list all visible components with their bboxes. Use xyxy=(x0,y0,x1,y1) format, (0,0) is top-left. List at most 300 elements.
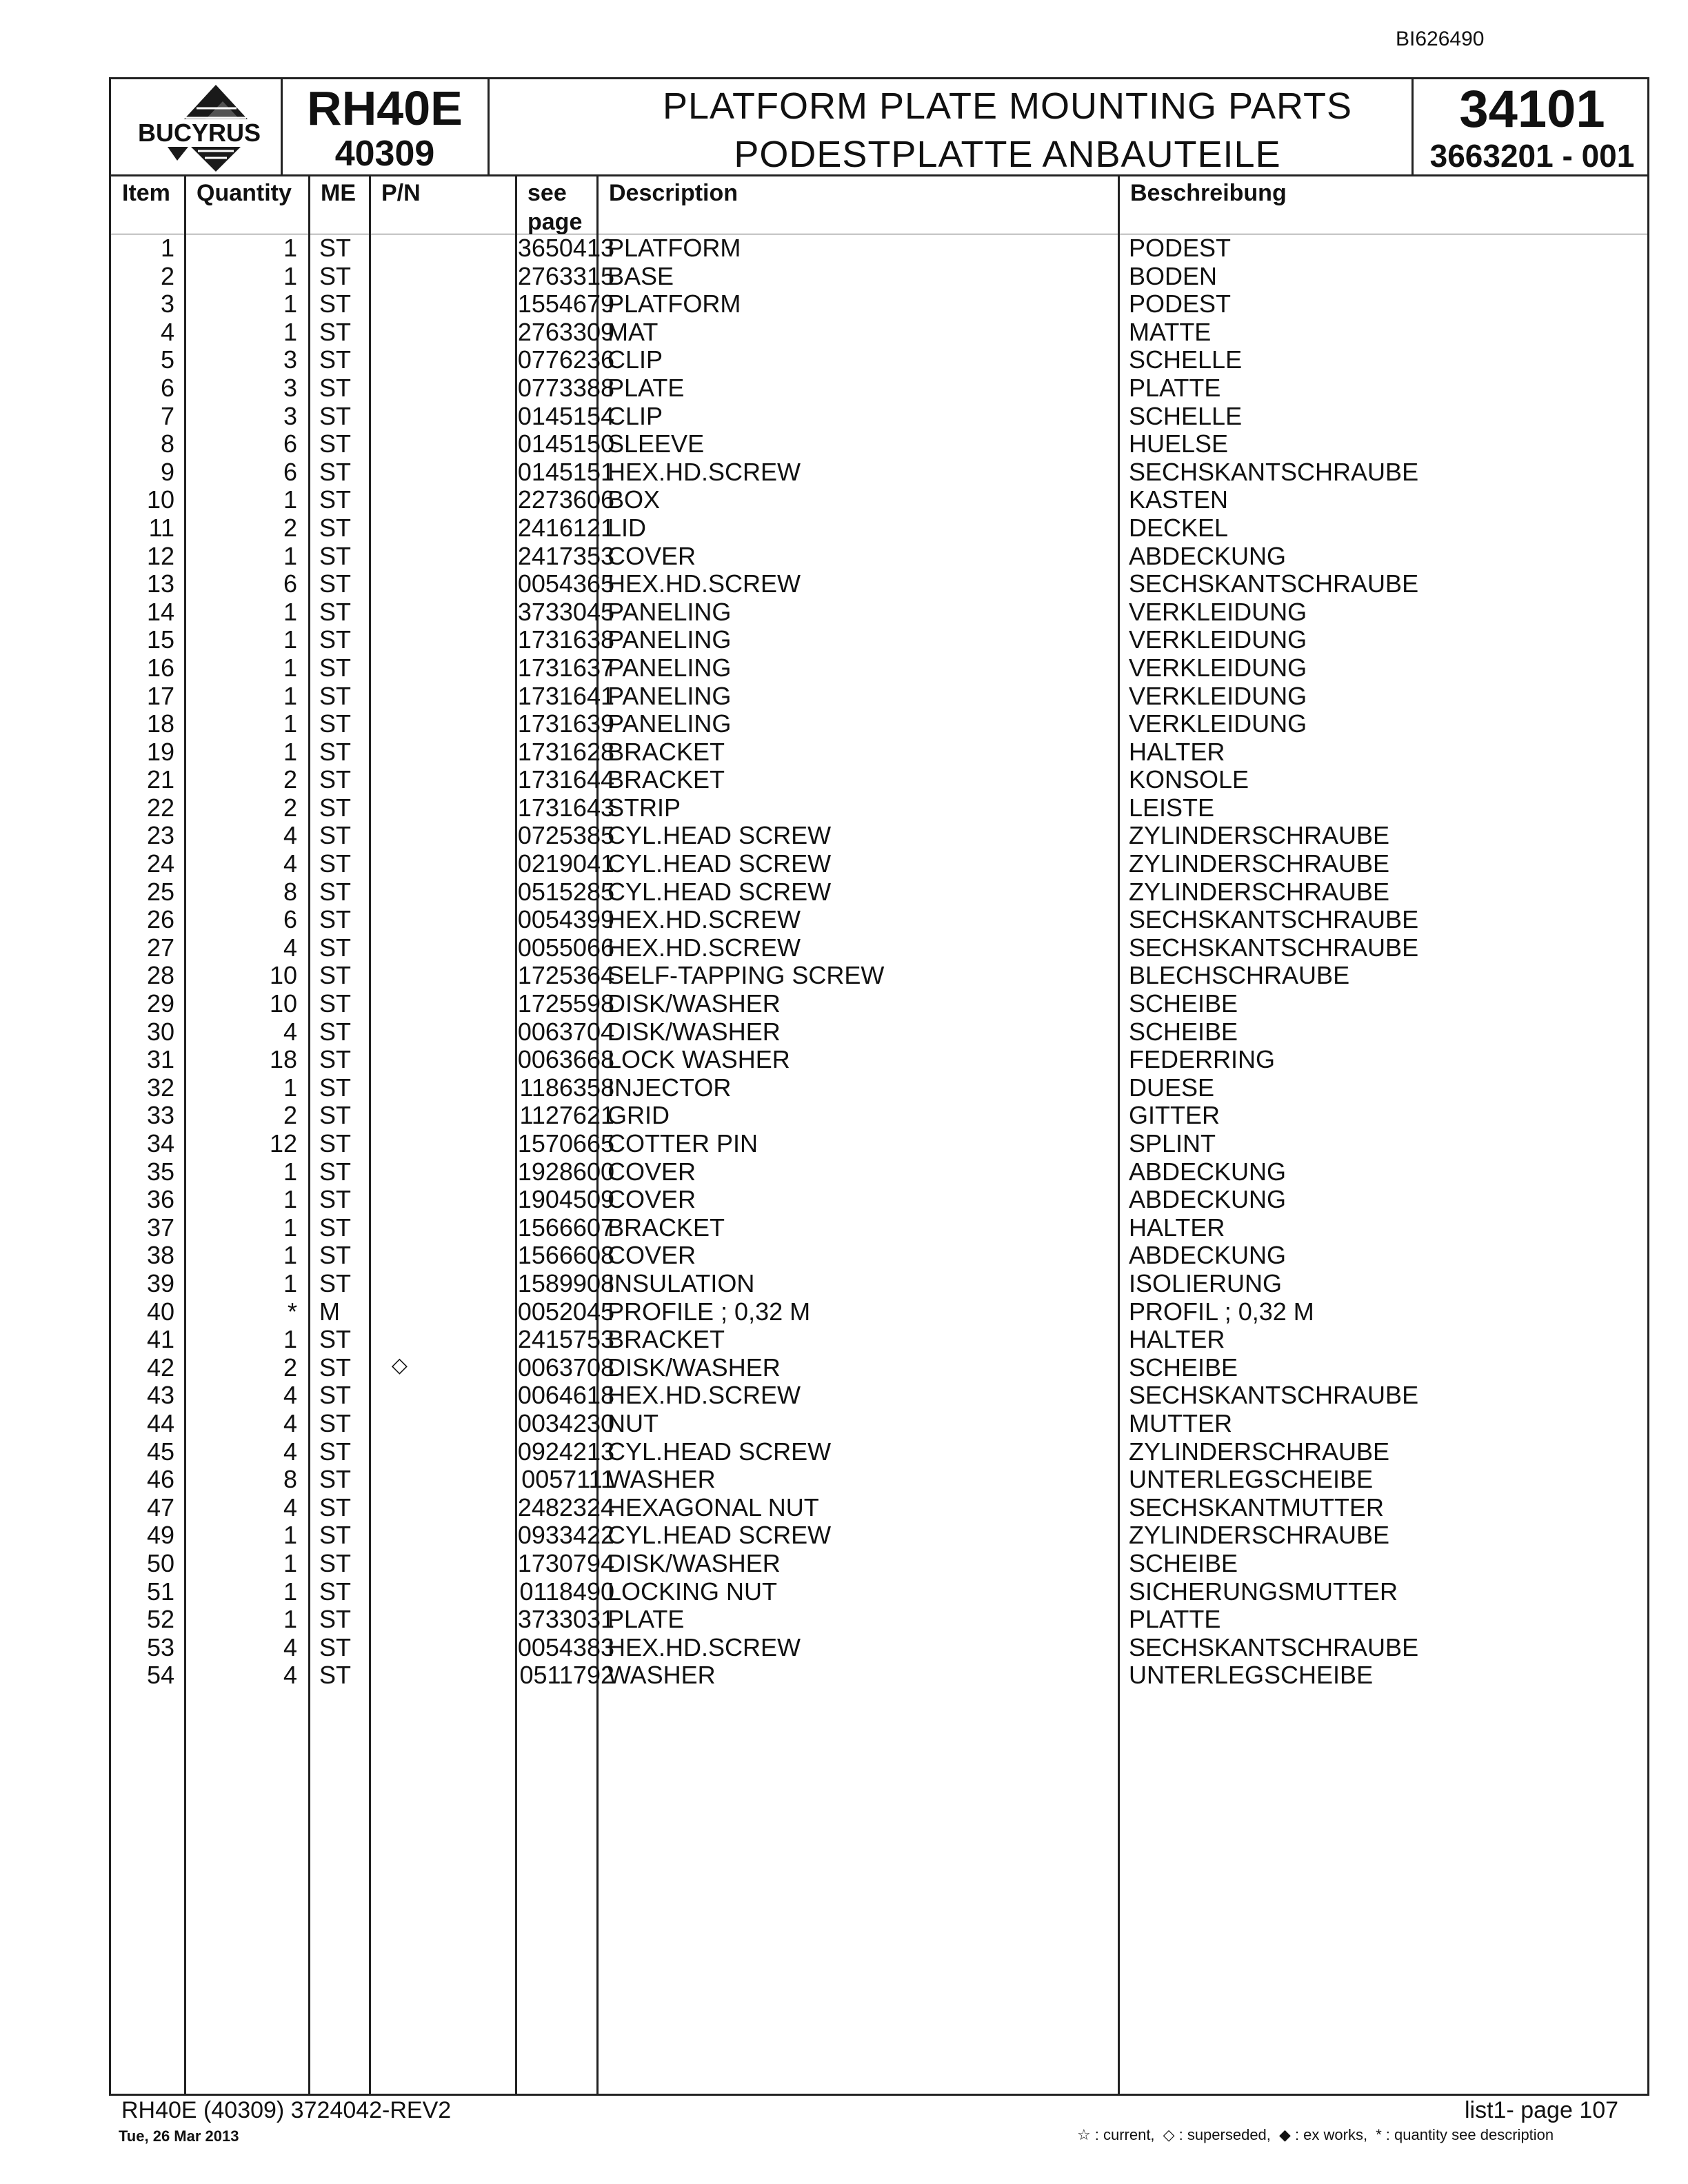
part-number: 2417353 xyxy=(517,541,614,570)
column-header-item: Item xyxy=(122,180,170,206)
quantity-value: 10 xyxy=(269,961,297,990)
item-number: 16 xyxy=(146,653,174,682)
part-number: 0776236 xyxy=(517,345,614,374)
symbol-legend xyxy=(1077,2126,1558,2144)
unit-value: ST xyxy=(319,290,352,318)
part-number: 0063668 xyxy=(517,1045,614,1074)
part-number: 1730794 xyxy=(517,1548,614,1577)
beschreibung-text: LEISTE xyxy=(1129,793,1215,822)
beschreibung-text: PODEST xyxy=(1129,290,1232,318)
beschreibung-text: SICHERUNGSMUTTER xyxy=(1129,1577,1398,1606)
item-number: 32 xyxy=(146,1073,174,1102)
description-text: WASHER xyxy=(607,1465,716,1494)
legend-superseded: : superseded, xyxy=(1178,2126,1271,2143)
beschreibung-text: SECHSKANTSCHRAUBE xyxy=(1129,457,1419,486)
unit-value: ST xyxy=(319,905,352,934)
description-text: BASE xyxy=(607,261,674,290)
quantity-value: 1 xyxy=(283,541,297,570)
part-number: 0118490 xyxy=(519,1577,614,1606)
unit-value: ST xyxy=(319,737,352,766)
beschreibung-text: SECHSKANTSCHRAUBE xyxy=(1129,1632,1419,1661)
unit-value: ST xyxy=(319,1185,352,1214)
part-number: 0773388 xyxy=(517,373,614,402)
beschreibung-text: HUELSE xyxy=(1129,429,1229,458)
item-number: 42 xyxy=(146,1353,174,1382)
table-row xyxy=(111,1379,1651,1408)
table-row xyxy=(111,1100,1651,1128)
quantity-value: 2 xyxy=(283,1101,297,1130)
unit-value: ST xyxy=(319,234,352,262)
quantity-value: 1 xyxy=(283,1157,297,1186)
part-number: 2273606 xyxy=(517,485,614,514)
diamond-outline-icon: ◇ xyxy=(1163,2126,1175,2143)
part-number: 1566608 xyxy=(517,1241,614,1270)
beschreibung-text: BLECHSCHRAUBE xyxy=(1129,961,1350,990)
unit-value: ST xyxy=(319,681,352,710)
description-text: BRACKET xyxy=(607,765,725,794)
model-number: 40309 xyxy=(334,134,435,174)
unit-value: ST xyxy=(319,849,352,878)
item-number: 24 xyxy=(146,849,174,878)
part-number: 2763315 xyxy=(517,261,614,290)
part-number: 0054365 xyxy=(517,569,614,598)
part-number: 1127621 xyxy=(519,1101,614,1130)
item-number: 38 xyxy=(146,1241,174,1270)
part-number: 1731628 xyxy=(517,737,614,766)
beschreibung-text: SECHSKANTSCHRAUBE xyxy=(1129,933,1419,962)
unit-value: ST xyxy=(319,1213,352,1242)
item-number: 36 xyxy=(146,1185,174,1214)
table-row xyxy=(111,764,1651,792)
description-text: PANELING xyxy=(607,709,732,738)
drawing-number: 3663201 - 001 xyxy=(1429,138,1635,174)
item-number: 35 xyxy=(146,1157,174,1186)
unit-value: ST xyxy=(319,1241,352,1270)
description-text: DISK/WASHER xyxy=(607,1548,781,1577)
description-text: STRIP xyxy=(607,793,681,822)
unit-value: ST xyxy=(319,1381,352,1410)
quantity-value: 4 xyxy=(283,1017,297,1046)
table-row xyxy=(111,232,1651,261)
description-text: LOCKING NUT xyxy=(607,1577,778,1606)
table-row xyxy=(111,1156,1651,1184)
part-number: 3650413 xyxy=(517,234,614,262)
beschreibung-text: ABDECKUNG xyxy=(1129,541,1287,570)
quantity-value: 1 xyxy=(283,1521,297,1550)
table-row xyxy=(111,1632,1651,1660)
item-number: 30 xyxy=(146,1017,174,1046)
description-text: CYL.HEAD SCREW xyxy=(607,821,832,850)
item-number: 14 xyxy=(146,597,174,626)
beschreibung-text: ABDECKUNG xyxy=(1129,1185,1287,1214)
quantity-value: 3 xyxy=(283,345,297,374)
table-row xyxy=(111,1519,1651,1548)
item-number: 2 xyxy=(160,261,174,290)
item-number: 19 xyxy=(146,737,174,766)
item-number: 44 xyxy=(146,1408,174,1437)
table-row xyxy=(111,344,1651,372)
table-row xyxy=(111,596,1651,625)
part-number: 2482324 xyxy=(517,1493,614,1521)
unit-value: ST xyxy=(319,569,352,598)
item-number: 4 xyxy=(160,317,174,346)
beschreibung-text: ZYLINDERSCHRAUBE xyxy=(1129,849,1390,878)
quantity-value: 1 xyxy=(283,709,297,738)
description-text: PLATE xyxy=(607,373,685,402)
beschreibung-text: GITTER xyxy=(1129,1101,1220,1130)
table-row xyxy=(111,1352,1651,1380)
beschreibung-text: SCHEIBE xyxy=(1129,1548,1238,1577)
part-number: 2763309 xyxy=(517,317,614,346)
quantity-value: 1 xyxy=(283,1605,297,1634)
description-text: MAT xyxy=(607,317,659,346)
unit-value: ST xyxy=(319,485,352,514)
item-number: 9 xyxy=(160,457,174,486)
description-text: HEX.HD.SCREW xyxy=(607,1632,801,1661)
column-header-me: ME xyxy=(321,180,356,206)
item-number: 1 xyxy=(160,234,174,262)
quantity-value: 6 xyxy=(283,457,297,486)
quantity-value: 1 xyxy=(283,234,297,262)
table-row xyxy=(111,1492,1651,1520)
table-row xyxy=(111,1408,1651,1436)
item-number: 25 xyxy=(146,877,174,906)
quantity-value: 2 xyxy=(283,1353,297,1382)
unit-value: ST xyxy=(319,1577,352,1606)
part-number: 2416121 xyxy=(517,513,614,542)
unit-value: M xyxy=(319,1297,340,1326)
quantity-value: 18 xyxy=(269,1045,297,1074)
unit-value: ST xyxy=(319,625,352,654)
part-number: 1725598 xyxy=(517,989,614,1018)
description-text: COVER xyxy=(607,541,696,570)
unit-value: ST xyxy=(319,653,352,682)
unit-value: ST xyxy=(319,793,352,822)
part-number: 0054383 xyxy=(517,1632,614,1661)
part-number: 2415753 xyxy=(517,1325,614,1354)
quantity-value: 1 xyxy=(283,1548,297,1577)
table-row xyxy=(111,568,1651,596)
beschreibung-text: VERKLEIDUNG xyxy=(1129,681,1307,710)
table-row xyxy=(111,401,1651,429)
item-number: 10 xyxy=(146,485,174,514)
item-number: 54 xyxy=(146,1661,174,1690)
item-number: 8 xyxy=(160,429,174,458)
description-text: PANELING xyxy=(607,597,732,626)
item-number: 46 xyxy=(146,1465,174,1494)
beschreibung-text: DUESE xyxy=(1129,1073,1215,1102)
unit-value: ST xyxy=(319,1157,352,1186)
quantity-value: 4 xyxy=(283,1632,297,1661)
quantity-value: 1 xyxy=(283,625,297,654)
column-header-beschreibung: Beschreibung xyxy=(1130,180,1287,206)
part-number: 1589908 xyxy=(517,1268,614,1297)
footer-date: Tue, 26 Mar 2013 xyxy=(119,2127,239,2145)
beschreibung-text: SECHSKANTMUTTER xyxy=(1129,1493,1385,1521)
beschreibung-text: PLATTE xyxy=(1129,373,1221,402)
table-row xyxy=(111,624,1651,652)
table-row xyxy=(111,1436,1651,1464)
footer-reference: RH40E (40309) 3724042-REV2 xyxy=(121,2097,452,2123)
description-text: DISK/WASHER xyxy=(607,1353,781,1382)
part-number: 1570665 xyxy=(517,1129,614,1157)
beschreibung-text: UNTERLEGSCHEIBE xyxy=(1129,1661,1374,1690)
beschreibung-text: SECHSKANTSCHRAUBE xyxy=(1129,569,1419,598)
beschreibung-text: DECKEL xyxy=(1129,513,1229,542)
item-number: 11 xyxy=(148,513,174,542)
table-row xyxy=(111,1548,1651,1576)
beschreibung-text: SCHEIBE xyxy=(1129,1353,1238,1382)
item-number: 47 xyxy=(146,1493,174,1521)
table-row xyxy=(111,736,1651,765)
beschreibung-text: VERKLEIDUNG xyxy=(1129,597,1307,626)
quantity-value: 1 xyxy=(283,1185,297,1214)
quantity-value: 1 xyxy=(283,261,297,290)
item-number: 50 xyxy=(146,1548,174,1577)
table-row xyxy=(111,988,1651,1016)
quantity-value: * xyxy=(287,1297,297,1326)
part-number: 1731637 xyxy=(517,653,614,682)
part-number: 0515285 xyxy=(517,877,614,906)
unit-value: ST xyxy=(319,345,352,374)
part-number: 0145150 xyxy=(517,429,614,458)
quantity-value: 2 xyxy=(283,513,297,542)
part-number: 0063708 xyxy=(517,1353,614,1382)
unit-value: ST xyxy=(319,1325,352,1354)
unit-value: ST xyxy=(319,1437,352,1466)
model-name: RH40E xyxy=(307,81,463,135)
description-text: LOCK WASHER xyxy=(607,1045,790,1074)
quantity-value: 3 xyxy=(283,373,297,402)
table-row xyxy=(111,960,1651,988)
unit-value: ST xyxy=(319,877,352,906)
item-number: 39 xyxy=(146,1268,174,1297)
quantity-value: 1 xyxy=(283,597,297,626)
part-number: 0511792 xyxy=(519,1661,614,1690)
description-text: PANELING xyxy=(607,681,732,710)
description-text: HEX.HD.SCREW xyxy=(607,905,801,934)
item-number: 18 xyxy=(146,709,174,738)
beschreibung-text: HALTER xyxy=(1129,1213,1225,1242)
description-text: COTTER PIN xyxy=(607,1129,758,1157)
quantity-value: 4 xyxy=(283,1661,297,1690)
description-text: HEX.HD.SCREW xyxy=(607,457,801,486)
description-text: COVER xyxy=(607,1241,696,1270)
beschreibung-text: KASTEN xyxy=(1129,485,1229,514)
beschreibung-text: HALTER xyxy=(1129,1325,1225,1354)
beschreibung-text: SPLINT xyxy=(1129,1129,1216,1157)
quantity-value: 1 xyxy=(283,1241,297,1270)
table-row xyxy=(111,1072,1651,1100)
quantity-value: 4 xyxy=(283,1493,297,1521)
table-row xyxy=(111,372,1651,401)
description-text: DISK/WASHER xyxy=(607,1017,781,1046)
quantity-value: 6 xyxy=(283,569,297,598)
group-number: 34101 xyxy=(1459,80,1605,139)
unit-value: ST xyxy=(319,513,352,542)
quantity-value: 1 xyxy=(283,1325,297,1354)
unit-value: ST xyxy=(319,541,352,570)
beschreibung-text: PLATTE xyxy=(1129,1605,1221,1634)
unit-value: ST xyxy=(319,1465,352,1494)
part-number: 0054399 xyxy=(517,905,614,934)
quantity-value: 6 xyxy=(283,429,297,458)
column-header-quantity: Quantity xyxy=(197,180,292,206)
header-divider xyxy=(488,79,490,174)
description-text: PANELING xyxy=(607,625,732,654)
description-text: CYL.HEAD SCREW xyxy=(607,877,832,906)
table-row xyxy=(111,876,1651,904)
item-number: 40 xyxy=(146,1297,174,1326)
table-row xyxy=(111,512,1651,540)
table-row xyxy=(111,708,1651,736)
beschreibung-text: VERKLEIDUNG xyxy=(1129,653,1307,682)
part-number: 1904509 xyxy=(517,1185,614,1214)
legend-ex-works: : ex works, xyxy=(1294,2126,1368,2143)
quantity-value: 1 xyxy=(283,653,297,682)
description-text: COVER xyxy=(607,1185,696,1214)
beschreibung-text: MUTTER xyxy=(1129,1408,1232,1437)
quantity-value: 4 xyxy=(283,1408,297,1437)
beschreibung-text: ABDECKUNG xyxy=(1129,1157,1287,1186)
item-number: 13 xyxy=(146,569,174,598)
part-number: 0057111 xyxy=(521,1465,614,1494)
part-number: 0063704 xyxy=(517,1017,614,1046)
unit-value: ST xyxy=(319,933,352,962)
part-number: 0055066 xyxy=(517,933,614,962)
description-text: NUT xyxy=(607,1408,659,1437)
unit-value: ST xyxy=(319,765,352,794)
description-text: CLIP xyxy=(607,345,663,374)
unit-value: ST xyxy=(319,1101,352,1130)
table-row xyxy=(111,456,1651,485)
quantity-value: 12 xyxy=(269,1129,297,1157)
description-text: PLATFORM xyxy=(607,234,741,262)
quantity-value: 1 xyxy=(283,1268,297,1297)
quantity-value: 2 xyxy=(283,793,297,822)
beschreibung-text: VERKLEIDUNG xyxy=(1129,625,1307,654)
part-number: 1554679 xyxy=(517,290,614,318)
asterisk-icon: * xyxy=(1376,2126,1382,2143)
unit-value: ST xyxy=(319,429,352,458)
description-text: BRACKET xyxy=(607,737,725,766)
description-text: LID xyxy=(607,513,647,542)
item-number: 26 xyxy=(146,905,174,934)
table-row xyxy=(111,1659,1651,1688)
parts-table-body xyxy=(111,232,1651,1688)
unit-value: ST xyxy=(319,401,352,430)
unit-value: ST xyxy=(319,1408,352,1437)
item-number: 45 xyxy=(146,1437,174,1466)
item-number: 7 xyxy=(160,401,174,430)
item-number: 51 xyxy=(146,1577,174,1606)
quantity-value: 2 xyxy=(283,765,297,794)
description-text: WASHER xyxy=(607,1661,716,1690)
description-text: BRACKET xyxy=(607,1213,725,1242)
description-text: INSULATION xyxy=(607,1268,755,1297)
description-text: CYL.HEAD SCREW xyxy=(607,849,832,878)
unit-value: ST xyxy=(319,1073,352,1102)
quantity-value: 4 xyxy=(283,1381,297,1410)
item-number: 15 xyxy=(146,625,174,654)
column-header-pn: P/N xyxy=(381,180,421,206)
legend-current: : current, xyxy=(1094,2126,1155,2143)
part-number: 1731638 xyxy=(517,625,614,654)
beschreibung-text: SECHSKANTSCHRAUBE xyxy=(1129,1381,1419,1410)
unit-value: ST xyxy=(319,1493,352,1521)
part-number: 0725385 xyxy=(517,821,614,850)
part-number: 1566607 xyxy=(517,1213,614,1242)
part-number: 1731643 xyxy=(517,793,614,822)
diamond-filled-icon: ◆ xyxy=(1279,2126,1291,2143)
part-number: 3733045 xyxy=(517,597,614,626)
description-text: PLATE xyxy=(607,1605,685,1634)
document-id: BI626490 xyxy=(1396,28,1485,50)
unit-value: ST xyxy=(319,1017,352,1046)
item-number: 43 xyxy=(146,1381,174,1410)
table-row xyxy=(111,1268,1651,1296)
unit-value: ST xyxy=(319,1548,352,1577)
quantity-value: 1 xyxy=(283,1073,297,1102)
item-number: 34 xyxy=(146,1129,174,1157)
unit-value: ST xyxy=(319,1268,352,1297)
beschreibung-text: BODEN xyxy=(1129,261,1218,290)
item-number: 3 xyxy=(160,290,174,318)
beschreibung-text: SCHEIBE xyxy=(1129,989,1238,1018)
item-number: 6 xyxy=(160,373,174,402)
beschreibung-text: VERKLEIDUNG xyxy=(1129,709,1307,738)
logo-wordmark: BUCYRUS xyxy=(137,119,261,147)
part-number: 1186358 xyxy=(519,1073,614,1102)
table-row xyxy=(111,652,1651,680)
unit-value: ST xyxy=(319,457,352,486)
quantity-value: 10 xyxy=(269,989,297,1018)
quantity-value: 4 xyxy=(283,821,297,850)
part-number: 1731641 xyxy=(517,681,614,710)
part-number: 3733031 xyxy=(517,1605,614,1634)
item-number: 49 xyxy=(146,1521,174,1550)
beschreibung-text: FEDERRING xyxy=(1129,1045,1276,1074)
part-number: 0219041 xyxy=(517,849,614,878)
table-row xyxy=(111,316,1651,345)
column-header-description: Description xyxy=(609,180,738,206)
table-row xyxy=(111,540,1651,569)
beschreibung-text: HALTER xyxy=(1129,737,1225,766)
table-row xyxy=(111,261,1651,289)
unit-value: ST xyxy=(319,821,352,850)
beschreibung-text: PROFIL ; 0,32 M xyxy=(1129,1297,1314,1326)
description-text: BRACKET xyxy=(607,1325,725,1354)
description-text: CYL.HEAD SCREW xyxy=(607,1437,832,1466)
table-row xyxy=(111,1184,1651,1212)
beschreibung-text: ZYLINDERSCHRAUBE xyxy=(1129,1437,1390,1466)
unit-value: ST xyxy=(319,597,352,626)
beschreibung-text: SCHELLE xyxy=(1129,345,1243,374)
table-row xyxy=(111,1128,1651,1156)
beschreibung-text: ISOLIERUNG xyxy=(1129,1268,1283,1297)
legend-quantity: : quantity see description xyxy=(1385,2126,1554,2143)
unit-value: ST xyxy=(319,317,352,346)
part-number: 1731639 xyxy=(517,709,614,738)
item-number: 27 xyxy=(146,933,174,962)
quantity-value: 4 xyxy=(283,1437,297,1466)
unit-value: ST xyxy=(319,709,352,738)
beschreibung-text: SCHELLE xyxy=(1129,401,1243,430)
unit-value: ST xyxy=(319,1661,352,1690)
quantity-value: 1 xyxy=(283,317,297,346)
quantity-value: 1 xyxy=(283,485,297,514)
table-row xyxy=(111,1324,1651,1352)
